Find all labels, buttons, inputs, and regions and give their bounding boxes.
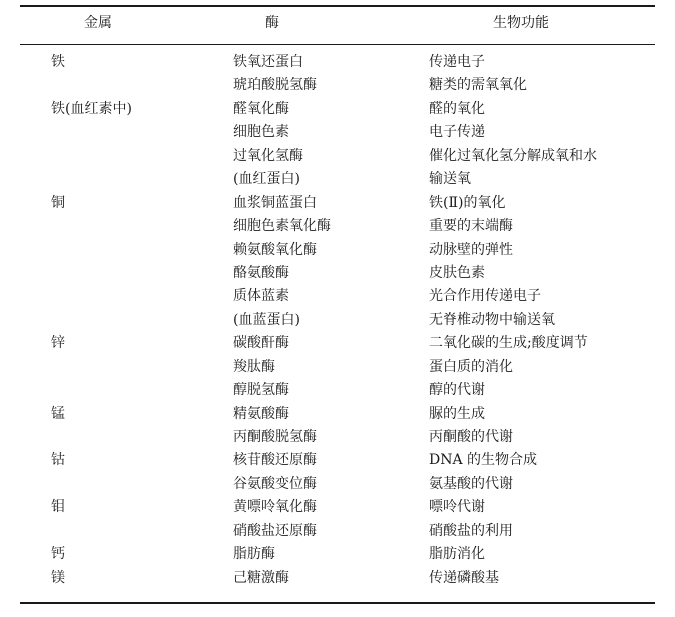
cell-function: 无脊椎动物中输送氧 [429, 311, 555, 328]
cell-metal: 锰 [51, 405, 65, 422]
cell-function: DNA 的生物合成 [429, 452, 538, 469]
cell-enzyme: 铁氧还蛋白 [233, 54, 303, 70]
header-enzyme: 酶 [265, 15, 279, 31]
cell-enzyme: 丙酮酸脱氢酶 [233, 429, 317, 445]
table-row [0, 51, 675, 74]
cell-function: 蛋白质的消化 [429, 358, 513, 375]
cell-enzyme: 醛氧化酶 [233, 100, 289, 117]
table-row [0, 98, 675, 121]
cell-metal: 锌 [51, 335, 65, 352]
cell-function: 传递磷酸基 [429, 569, 499, 586]
cell-function: 二氧化碳的生成;酸度调节 [429, 335, 588, 352]
cell-metal: 镁 [51, 569, 65, 586]
cell-enzyme: 质体蓝素 [233, 288, 289, 305]
cell-metal: 钼 [51, 499, 65, 516]
cell-enzyme: 谷氨酸变位酶 [233, 475, 317, 492]
cell-enzyme: 己糖激酶 [233, 569, 289, 586]
cell-enzyme: 血浆铜蓝蛋白 [233, 194, 317, 211]
cell-metal: 钴 [51, 452, 65, 469]
cell-function: 醇的代谢 [429, 382, 485, 399]
cell-enzyme: 醇脱氢酶 [233, 382, 289, 399]
cell-enzyme: 细胞色素 [233, 124, 289, 141]
cell-enzyme: 精氨酸酶 [233, 405, 289, 422]
cell-function: 铁(Ⅱ)的氧化 [429, 194, 506, 211]
table-row [0, 543, 675, 566]
header-function: 生物功能 [493, 15, 549, 31]
table-row [0, 145, 675, 168]
table-row [0, 356, 675, 379]
cell-function: 重要的末端酶 [429, 218, 513, 235]
cell-enzyme: 碳酸酐酶 [233, 335, 289, 352]
cell-enzyme: (血红蛋白) [233, 171, 300, 188]
table-row [0, 473, 675, 496]
cell-function: 光合作用传递电子 [429, 288, 541, 305]
table-bottom-rule [20, 602, 655, 604]
cell-enzyme: 酪氨酸酶 [233, 264, 289, 281]
cell-function: 嘌呤代谢 [429, 499, 485, 516]
table-row [0, 168, 675, 191]
table-row [0, 239, 675, 262]
table-row [0, 215, 675, 238]
table-row [0, 403, 675, 426]
table-row [0, 332, 675, 355]
cell-function: 传递电子 [429, 54, 485, 70]
table-row [0, 285, 675, 308]
cell-function: 动脉壁的弹性 [429, 241, 513, 258]
cell-metal: 铁(血红素中) [51, 100, 132, 117]
table-row [0, 309, 675, 332]
cell-function: 氨基酸的代谢 [429, 475, 513, 492]
cell-enzyme: 赖氨酸氧化酶 [233, 241, 317, 258]
table-row [0, 379, 675, 402]
cell-function: 硝酸盐的利用 [429, 522, 513, 539]
table-row [0, 74, 675, 97]
cell-function: 脂肪消化 [429, 546, 485, 563]
cell-function: 醛的氧化 [429, 100, 485, 117]
cell-function: 输送氧 [429, 171, 471, 188]
cell-metal: 钙 [51, 546, 65, 563]
table-top-rule [20, 5, 655, 7]
cell-function: 皮肤色素 [429, 264, 485, 281]
cell-enzyme: 羧肽酶 [233, 358, 275, 375]
cell-enzyme: (血蓝蛋白) [233, 311, 300, 328]
table-row [0, 192, 675, 215]
cell-metal: 铜 [51, 194, 65, 211]
table-row [0, 121, 675, 144]
cell-metal: 铁 [51, 54, 65, 70]
cell-enzyme: 脂肪酶 [233, 546, 275, 563]
table-row [0, 449, 675, 472]
table-row [0, 567, 675, 590]
header-metal: 金属 [84, 15, 112, 31]
cell-function: 脲的生成 [429, 405, 485, 422]
cell-function: 电子传递 [429, 124, 485, 141]
cell-function: 丙酮酸的代谢 [429, 429, 513, 445]
table-row [0, 426, 675, 449]
table-header-row [0, 12, 675, 34]
cell-enzyme: 硝酸盐还原酶 [233, 522, 317, 539]
cell-enzyme: 核苷酸还原酶 [233, 452, 317, 469]
table-row [0, 262, 675, 285]
table-header-rule [20, 44, 655, 45]
table-row [0, 496, 675, 519]
cell-function: 糖类的需氧氧化 [429, 77, 527, 94]
table-body [0, 51, 675, 590]
cell-enzyme: 黄嘌呤氧化酶 [233, 499, 317, 516]
cell-enzyme: 琥珀酸脱氢酶 [233, 77, 317, 94]
table-row [0, 520, 675, 543]
cell-function: 催化过氧化氢分解成氧和水 [429, 147, 597, 164]
cell-enzyme: 过氧化氢酶 [233, 147, 303, 164]
cell-enzyme: 细胞色素氧化酶 [233, 218, 331, 235]
